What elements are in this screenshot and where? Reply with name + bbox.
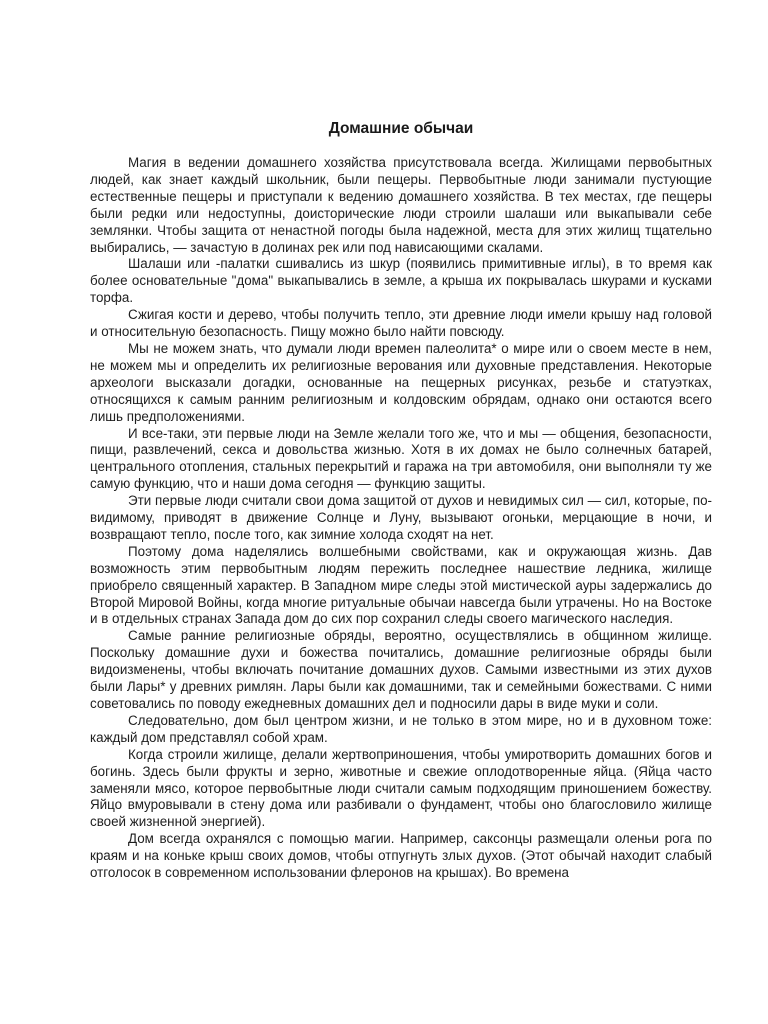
- paragraph: Когда строили жилище, делали жертвоприношения, чтобы умиротворить домашних богов и богинь. Здесь были фрукты и зерно, животные и свежие оплодотворенные яйца. (Яйца часто заменяли мясо, которое первобытные люди считали самым подходящим приношением божеству. Яйцо вмуровывали в стену дома или разбивали о фундамент, чтобы оно благословило жилище своей жизненной энергией).: [90, 746, 712, 830]
- paragraph: Эти первые люди считали свои дома защитой от духов и невидимых сил — сил, которые, по-видимому, приводят в движение Солнце и Луну, вызывают огоньки, мерцающие в ночи, и возвращают тепло, после того, как зимние холода сходят на нет.: [90, 493, 712, 542]
- paragraph: Самые ранние религиозные обряды, вероятно, осуществлялись в общинном жилище. Поскольку домашние духи и божества почитались, домашние религиозные обряды были видоизменены, чтобы включать почитание домашних духов. Самыми известными из этих духов были Лары* у древних римлян. Лары были как домашними, так и семейными божествами. С ними советовались по поводу ежедневных домашних дел и подносили дары в виде муки и соли.: [90, 628, 712, 711]
- paragraph: И все-таки, эти первые люди на Земле желали того же, что и мы — общения, безопасности, пищи, развлечений, секса и довольства жизнью. Хотя в их домах не было солнечных батарей, центрального отопления, стальных перекрытий и гаража на три автомобиля, они выполняли ту же самую функцию, что и наши дома сегодня — функцию защиты.: [90, 425, 712, 492]
- paragraph: Магия в ведении домашнего хозяйства присутствовала всегда. Жилищами первобытных людей, как знает каждый школьник, были пещеры. Первобытные люди занимали пустующие естественные пещеры и приступали к ведению домашнего хозяйства. В тех местах, где пещеры были редки или недоступны, доисторические люди строили шалаши или выкапывали себе землянки. Чтобы защита от ненастной погоды была надежной, места для этих жилищ тщательно выбирались, — зачастую в долинах рек или под нависающими скалами.: [90, 155, 712, 255]
- document-title: Домашние обычаи: [328, 120, 474, 137]
- paragraph: Мы не можем знать, что думали люди времен палеолита* о мире или о своем месте в нем, не можем мы и определить их религиозные верования или духовные представления. Некоторые археологи высказали догадки, основанные на пещерных рисунках, резьбе и статуэтках, относящихся к самым ранним религиозным и колдовским обрядам, однако они остаются всего лишь предположениями.: [90, 340, 712, 424]
- paragraph: Следовательно, дом был центром жизни, и не только в этом мире, но и в духовном тоже: каждый дом представлял собой храм.: [90, 712, 712, 745]
- paragraph: Шалаши или -палатки сшивались из шкур (появились примитивные иглы), в то время как более основательные "дома" выкапывались в земле, а крыша их покрывалась шкурами и кусками торфа.: [90, 256, 712, 306]
- paragraph: Дом всегда охранялся с помощью магии. Например, саксонцы размещали оленьи рога по краям и на коньке крыш своих домов, чтобы отпугнуть злых духов. (Этот обычай находит слабый отголосок в современном использовании флеронов на крышах). Во времена: [90, 831, 712, 881]
- paragraph: Поэтому дома наделялись волшебными свойствами, как и окружающая жизнь. Дав возможность этим первобытным людям пережить последнее нашествие ледника, жилище приобрело священный характер. В Западном мире следы этой мистической ауры задержались до Второй Мировой Войны, когда многие ритуальные обычаи навсегда были утрачены. Но на Востоке и в отдельных странах Запада дом до сих пор сохранил следы своего магического наследия.: [90, 543, 712, 627]
- document-body: [90, 155, 712, 882]
- paragraph: Сжигая кости и дерево, чтобы получить тепло, эти древние люди имели крышу над головой и относительную безопасность. Пищу можно было найти повсюду.: [90, 307, 712, 340]
